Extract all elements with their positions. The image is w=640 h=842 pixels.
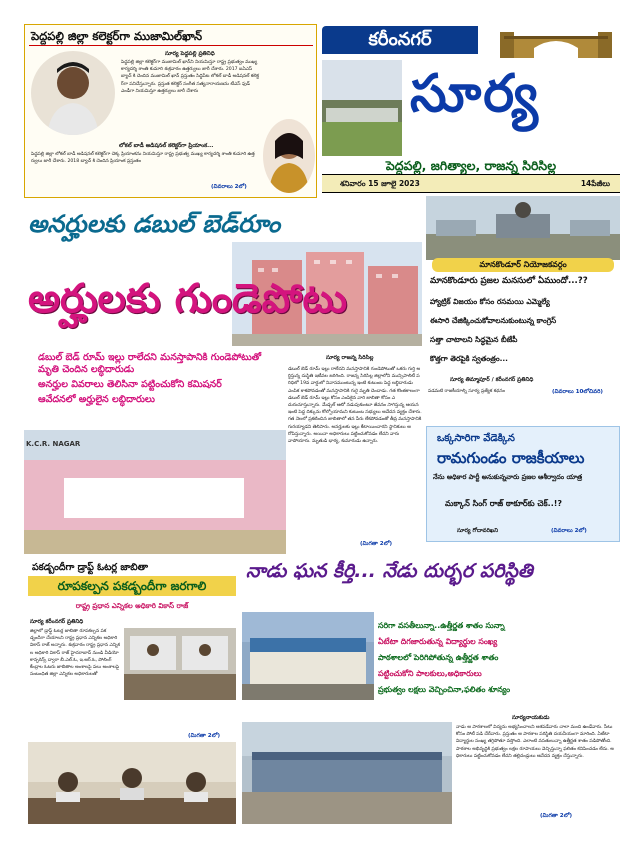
ramagundam-story xyxy=(426,426,620,542)
manakondur-story xyxy=(426,196,620,424)
bedroom-bullet: డబుల్ బెడ్ రూమ్ ఇల్లు రాలేదని మనస్తాపానికి గుండెపోటుతో మృతి చెందిన లబ్ధిదారుడు xyxy=(38,352,262,375)
collector-continued[interactable]: (వివరాలు 2లో) xyxy=(211,184,247,190)
bedroom-continued[interactable]: (మిగతా 2లో) xyxy=(360,541,393,547)
bedroom-bullet: అనర్హుల వివరాలు తెలిసినా పట్టించుకోని కమిషనర్ xyxy=(38,379,222,390)
bedroom-bullet-box xyxy=(38,352,272,422)
issue-date: శనివారం 15 జూలై 2023 xyxy=(340,179,420,188)
manakondur-bullet: కొత్తగా తెరపైకి స్వతంత్రం... xyxy=(430,354,508,363)
statue-photo xyxy=(426,196,620,260)
manakondur-banner: మానకొండూర్ నియోజకవర్గం xyxy=(432,258,614,272)
collector-photo-man xyxy=(31,51,115,135)
manakondur-byline: పడమటి రాజకీయాల్ని సూర్య ప్రత్యేక కథనం xyxy=(428,389,505,394)
collector-credit: సూర్య పెద్దపల్లి ప్రతినిధి xyxy=(165,51,215,57)
collector-headline[interactable]: పెద్దపల్లి జిల్లా కలెక్టర్‌గా ముజామిల్‌ఖాన్ xyxy=(31,29,203,43)
officials-meeting-photo xyxy=(28,742,236,824)
schools-bullets xyxy=(378,618,620,698)
schools-bullet: సరిగా వసతీలున్నా..ఉత్తీర్ణత శాతం సున్నా xyxy=(378,621,505,630)
voters-credit: సూర్య కరీంనగర్ ప్రతినిధి xyxy=(30,619,84,625)
district-line: పెద్దపల్లి, జగిత్యాల, రాజన్న సిరిసిల్ల xyxy=(385,158,557,173)
ramagundam-continued[interactable]: (వివరాలు 2లో) xyxy=(551,528,587,534)
manakondur-credit: సూర్య తిమ్మాపూర్ / కరీంనగర్ ప్రతినిధి xyxy=(450,377,534,383)
bedroom-credit: సూర్య రాజన్న సిరిసిల్ల xyxy=(326,355,374,361)
voters-headline[interactable]: రూపకల్పన పకడ్బందీగా జరగాలి xyxy=(28,576,236,596)
newspaper-name: సూర్య xyxy=(410,64,540,124)
schools-body: నాడు ఆ పాఠశాలలో విద్యను అభ్యసించాలని ఆశపడేవారు చాలా మంది ఉండేవారు. సీటు కోసం పోటీ పడి చేరేవారు. ప్రస్తుతం ఆ పాఠశాల పరిస్థితి దయనీయంగా మారింది. ఏటేటా విద్యార్థుల సంఖ్య తగ్గిపోతూ వస్తోంది. ఎలాంటి వసతులున్నా ఉత్తీర్ణత శాతం పడిపోతోంది. పాఠశాల అభివృద్ధికి ప్రభుత్వం లక్షల రూపాయలు వెచ్చిస్తున్నా ఫలితం కనిపించడం లేదు. అధికారులు పట్టించుకోవడం లేదని తల్లిదండ్రులు ఆవేదన వ్యక్తం చేస్తున్నారు. xyxy=(456,725,614,759)
edition-label: కరీంనగర్ xyxy=(322,26,478,54)
manakondur-bullet: ఈసారి చేజిక్కించుకోవాలనుకుంటున్న కాంగ్రెస్ xyxy=(430,316,557,325)
ramagundam-credit: సూర్య గోదావరిఖని xyxy=(457,528,499,534)
manakondur-bullet: హ్యాట్రిక్ విజయం కోసం రసమయి ఎమ్మెల్యే xyxy=(430,297,550,306)
manakondur-continued[interactable]: (వివరాలు 10లోచివరి) xyxy=(552,389,603,395)
voters-kicker: పకడ్బందీగా డ్రాఫ్ట్ ఓటర్ల జాబితా xyxy=(32,562,148,573)
collector-story-box xyxy=(24,24,317,198)
masthead xyxy=(322,26,620,193)
collector-subhead: లోకల్ బాడీ అడిషనల్ కలెక్టర్‌గా ప్రియాంక... xyxy=(119,143,214,149)
bedroom-bullet: ఆవేదనలో అర్హులైన లబ్ధిదారులు xyxy=(38,394,155,405)
ramagundam-bullet: మక్కాన్ సింగ్ రాజ్ ఠాకూర్‌కు చెక్..!? xyxy=(445,499,563,508)
dam-image xyxy=(322,60,402,156)
voters-tag: రాష్ట్ర ప్రధాన ఎన్నికల అధికారి వికాస్ రాజ్ xyxy=(75,602,189,610)
kcr-nagar-photo xyxy=(24,430,286,554)
schools-credit: సూర్యనాయకుడు xyxy=(512,715,550,721)
video-conference-photo xyxy=(124,628,236,700)
gate-image xyxy=(494,26,618,58)
kcr-sign: K.C.R. NAGAR xyxy=(26,440,81,448)
manakondur-bullet: సత్తా చాటాలని సిద్ధమైన బీజేపీ xyxy=(430,335,518,344)
manakondur-bullets xyxy=(430,292,618,368)
bedroom-headline[interactable]: అర్హులకు గుండెపోటు xyxy=(28,276,348,322)
voters-story xyxy=(24,562,236,824)
schools-bullet: ప్రభుత్వం లక్షలు వెచ్చించినా,ఫలితం శూన్యం xyxy=(378,685,511,694)
manakondur-headline[interactable]: మానకొండూరు ప్రజల మనసులో ఏముందో...?? xyxy=(430,276,588,286)
ramagundam-kicker: ఒక్కసారిగా వేడెక్కిన xyxy=(437,433,515,444)
voters-body: జిల్లాలో డ్రాఫ్ట్ ఓటర్ల జాబితా రూపకల్పన పకడ్బందీగా చేయాలని రాష్ట్ర ప్రధాన ఎన్నికల అధికారి వికాస్ రాజ్ అన్నారు. శుక్రవారం రాష్ట్ర ప్రధాన ఎన్నికల అధికారి వికాస్ రాజ్ హైదరాబాద్ నుండి వీడియో కాన్ఫరెన్స్ ద్వారా బీ.ఎల్.ఓ, ఇ.ఆర్.ఓ, పోలింగ్ కేంద్రాల ఓటరు జాబితాల అంశాలపై పలు అంశాలపై సంబంధిత జిల్లా ఎన్నికల అధికారులతో xyxy=(30,629,120,678)
page-count: 14పేజీలు xyxy=(580,179,610,188)
collector-para-2: పెద్దపల్లి జిల్లా లోకల్ బాడీ అడిషనల్ కలెక్టర్‌గా చెక్క ప్రియాంకను నియమిస్తూ రాష్ట్ర ప్రభుత్వ ముఖ్య కార్యదర్శి శాంతి కుమారి ఉత్తర్వులు జారీ చేశారు. 2018 బ్యాచ్ కి చెందిన ప్రియాంక ప్రస్తుతం xyxy=(31,152,255,165)
schools-headline[interactable]: నాడు ఘన కీర్తి... నేడు దుర్భర పరిస్థితి xyxy=(246,560,533,582)
schools-continued[interactable]: (మిగతా 2లో) xyxy=(540,813,573,819)
bedroom-kicker[interactable]: అనర్హులకు డబుల్ బెడ్‌రూం xyxy=(28,210,281,238)
schools-bullet: ఏటేటా దిగజారుతున్న విద్యార్థుల సంఖ్య xyxy=(378,637,498,646)
school-yard-photo xyxy=(242,722,452,824)
ramagundam-bullet: నేను అధికార పార్టీ అనుకున్నవారు ప్రజల ఆశీర్వాదం యాత్ర xyxy=(433,473,583,481)
voters-continued[interactable]: (మిగతా 2లో) xyxy=(188,733,221,739)
ramagundam-headline[interactable]: రామగుండం రాజకీయాలు xyxy=(437,449,585,467)
collector-para-1: పెద్దపల్లి జిల్లా కలెక్టర్‌గా ముజామిల్ ఖాన్‌ని నియమిస్తూ రాష్ట్ర ప్రభుత్వం ముఖ్య కార్యదర్శి శాంతి కుమారి శుక్రవారం ఉత్తర్వులు జారీ చేశారు. 2017 ఐఏఎస్ బ్యాచ్ కి చెందిన ముజామిల్ ఖాన్ ప్రస్తుతం సిద్ధిపేట లోకల్ బాడీ అడిషనల్ కలెక్టర్‌గా పనిచేస్తున్నారు. ప్రస్తుత కలెక్టర్ సంగీత సత్యనారాయణను టీఎస్ ఫుడ్ ఎండీగా నియమిస్తూ ఉత్తర్వులు జారీ చేశారు xyxy=(121,60,259,94)
bedroom-body: డబుల్ బెడ్ రూమ్ ఇల్లు రాలేదని మనస్తాపానికి గుండెపోటుతో ఒకరు గుర్తి అర్ధిస్తున్న దుస్థితి ఇటీవల జరిగింది. రాజన్న సిరిసిల్ల జిల్లాలోని మున్సిపాలిటీ పరిధిలో 19వ వార్డులో నివాసముంటున్న ఇంటి కుటుంబ పెద్ద లబ్ధిదారుడు ఎంపిక కాకపోవడంతో మనస్తాపానికి గురై మృతి చెందాడు. గత కొంతకాలంగా డబుల్ బెడ్ రూమ్ ఇల్లు కోసం ఎంపికైన వారి జాబితా కోసం ఎదురుచూస్తున్నారు. మేడ్చల్ ఆటో నడుపుకుంటూ జీవనం సాగిస్తున్న ఆయన ఇంటి పెద్ద దిక్కును కోల్పోయామని కుటుంబ సభ్యులు ఆవేదన వ్యక్తం చేశారు. గత నెలలో ప్రకటించిన జాబితాలో తన పేరు లేకపోవడంతో తీవ్ర మనస్తాపానికి గురయ్యాడని తెలిపారు. అనర్హులకు ఇల్లు కేటాయించారని స్థానికులు ఆరోపిస్తున్నారు. అయినా అధికారులు పట్టించుకోవడం లేదని వారు వాపోయారు. మృతుడి భార్య, కుమారుడు ఉన్నారు. xyxy=(288,367,422,445)
schools-bullet: పట్టించుకోని పాలకులు,అధికారులు xyxy=(378,669,482,678)
dateline xyxy=(322,174,620,193)
schools-story xyxy=(240,556,620,824)
school-building-photo xyxy=(242,612,374,700)
double-bedroom-story xyxy=(24,206,422,554)
schools-bullet: పాఠశాలలో పెరిగిపోతున్న ఉత్తీర్ణత శాతం xyxy=(378,653,499,662)
collector-photo-woman xyxy=(263,119,315,193)
